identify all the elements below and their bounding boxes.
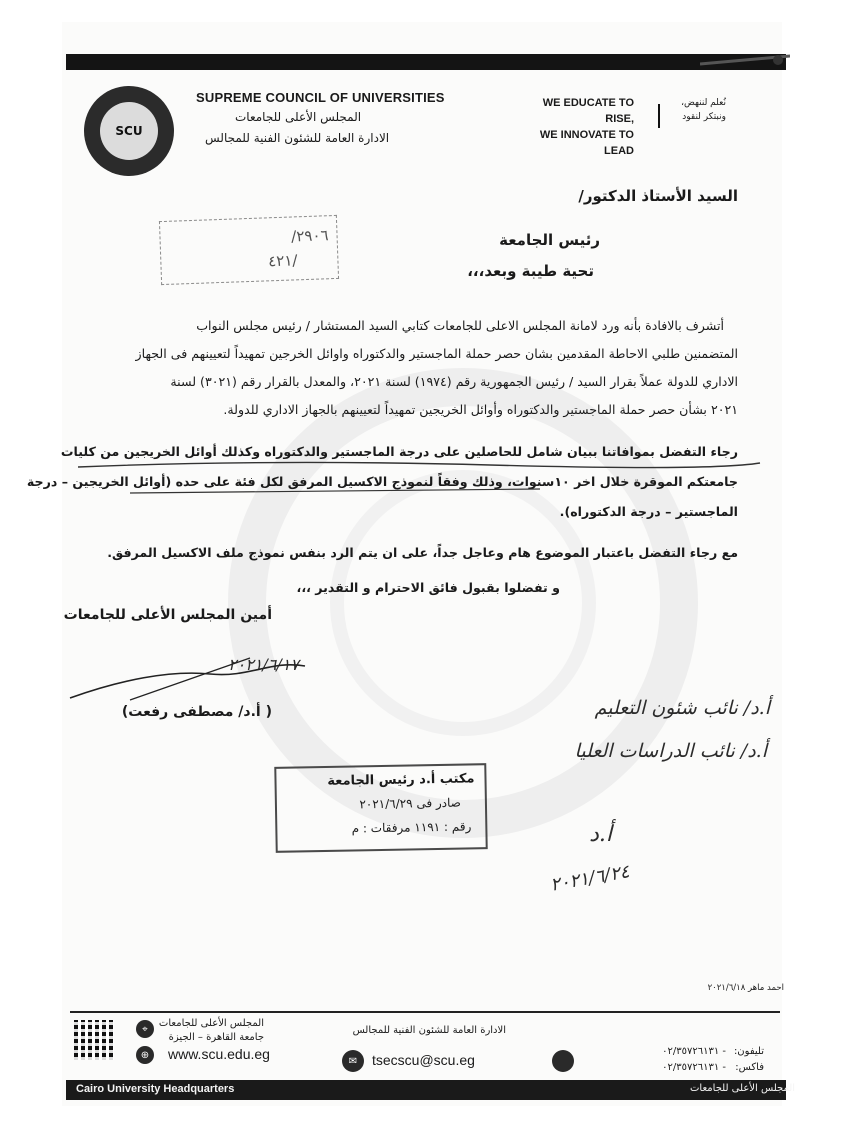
footer-divider bbox=[70, 1011, 780, 1013]
paragraph2-line2: جامعتكم الموقرة خلال اخر ١٠سنوات، وذلك وفقاً لنموذج الاكسيل المرفق لكل فئة على حده (أوائل الخريجين – درجة bbox=[26, 474, 738, 489]
office-stamp-number: رقم : ١١٩١ مرفقات : م bbox=[351, 819, 472, 836]
recipient: رئيس الجامعة bbox=[499, 231, 600, 249]
typist-note: احمد ماهر ٢٠٢١/٦/١٨ bbox=[707, 983, 784, 993]
watermark-seal-inner bbox=[330, 470, 596, 736]
signature-mark bbox=[60, 640, 320, 710]
paragraph2-line3: الماجستير – درجة الدكتوراه). bbox=[559, 504, 738, 519]
incoming-stamp-line1: ٢٩٠٦/ bbox=[290, 226, 329, 246]
office-stamp-issued: صادر فى ٢٠٢١/٦/٢٩ bbox=[359, 795, 462, 812]
signer-name: ( أ.د/ مصطفى رفعت) bbox=[121, 704, 272, 720]
footer-council: المجلس الأعلى للجامعات bbox=[158, 1018, 264, 1029]
footer-address: جامعة القاهرة – الجيزة bbox=[168, 1032, 264, 1043]
web-icon: ⊕ bbox=[136, 1046, 154, 1064]
footer-email: tsecscu@scu.eg bbox=[372, 1052, 475, 1068]
location-icon: ⌖ bbox=[136, 1020, 154, 1038]
footer-fax: ٠٢/٣٥٧٢٦١٣١ - bbox=[662, 1062, 726, 1073]
slogan-ar-line2: ونبتكر لنقود bbox=[682, 112, 726, 122]
greeting: تحية طيبة وبعد،،، bbox=[467, 262, 594, 280]
sign-date: ٢٠٢١/٦/١٧ bbox=[228, 655, 299, 674]
paragraph1-line2: المتضمنين طلبي الاحاطة المقدمين بشان حصر حملة الماجستير والدكتوراه واوائل الخرجين تمهيداً لتعيينهم فى الجهاز bbox=[135, 346, 738, 361]
footer-phone-label: تليفون: bbox=[733, 1046, 764, 1057]
office-stamp-title: مكتب أ.د رئيس الجامعة bbox=[327, 771, 475, 789]
header-bar bbox=[66, 54, 786, 70]
paragraph1-line1: أتشرف بالافادة بأنه ورد لامانة المجلس الاعلى للجامعات كتابي السيد المستشار / رئيس مجلس النواب bbox=[196, 318, 724, 333]
university-seal bbox=[84, 86, 174, 176]
slogan-en-line2: WE INNOVATE TO LEAD bbox=[539, 129, 634, 157]
seal-text: SCU bbox=[100, 102, 158, 160]
incoming-stamp bbox=[159, 215, 339, 285]
handwritten-note1: أ.د/ نائب شئون التعليم bbox=[594, 697, 770, 719]
handwritten-initials: أ.د bbox=[589, 822, 612, 847]
dept-name-ar: الادارة العامة للشئون الفنية للمجالس bbox=[205, 131, 390, 145]
qr-code-icon bbox=[74, 1020, 114, 1060]
handwritten-date: ٢٠٢١/٦/٢٤ bbox=[548, 861, 632, 896]
slogan-ar-line1: نُعلم لننهض، bbox=[681, 98, 726, 108]
footer-bar-ar: المجلس الأعلى للجامعات bbox=[690, 1083, 796, 1094]
slogan-ar bbox=[664, 96, 726, 124]
footer-phone: ٠٢/٣٥٧٢٦١٣١ - bbox=[662, 1046, 726, 1057]
incoming-stamp-line2: /٤٢١ bbox=[267, 251, 298, 271]
slogan-en-line1: WE EDUCATE TO RISE, bbox=[542, 97, 634, 125]
closing-line: و تفضلوا بقبول فائق الاحترام و التقدير ،،، bbox=[296, 580, 560, 595]
org-name-ar: المجلس الأعلى للجامعات bbox=[235, 110, 362, 124]
org-name-en: SUPREME COUNCIL OF UNIVERSITIES bbox=[196, 90, 445, 105]
office-stamp bbox=[274, 763, 487, 853]
footer-bar-en: Cairo University Headquarters bbox=[76, 1083, 235, 1095]
signer-title: أمين المجلس الأعلى للجامعات bbox=[63, 607, 272, 623]
slogan-en bbox=[532, 95, 634, 159]
slogan-divider bbox=[658, 104, 660, 128]
email-icon: ✉ bbox=[342, 1050, 364, 1072]
fax-icon bbox=[552, 1050, 574, 1072]
salutation-title: السيد الأستاذ الدكتور/ bbox=[578, 187, 738, 205]
paragraph1-line3: الاداري للدولة عملاً بقرار السيد / رئيس الجمهورية رقم (١٩٧٤) لسنة ٢٠٢١، والمعدل بالقرار رقم (٣٠٢١) لسنة bbox=[170, 374, 738, 389]
footer-fax-label: فاكس: bbox=[735, 1062, 764, 1073]
header-accent bbox=[700, 50, 790, 74]
paragraph3: مع رجاء التفضل باعتبار الموضوع هام وعاجل جداً، على ان يتم الرد بنفس نموذج ملف الاكسيل المرفق. bbox=[107, 545, 738, 560]
footer-website: www.scu.edu.eg bbox=[168, 1046, 270, 1062]
paragraph1-line4: ٢٠٢١ بشأن حصر حملة الماجستير والدكتوراه وأوائل الخريجين تمهيداً لتعيينهم بالجهاز الاداري للدولة. bbox=[223, 402, 738, 417]
handwritten-note2: أ.د/ نائب الدراسات العليا bbox=[574, 740, 767, 762]
underline-marks bbox=[70, 455, 770, 495]
paragraph2-line1: رجاء التفضل بموافاتنا ببيان شامل للحاصلين على درجة الماجستير والدكتوراه وكذلك أوائل الخريجين من كليات bbox=[60, 444, 738, 459]
footer-dept: الادارة العامة للشئون الفنية للمجالس bbox=[352, 1025, 506, 1036]
